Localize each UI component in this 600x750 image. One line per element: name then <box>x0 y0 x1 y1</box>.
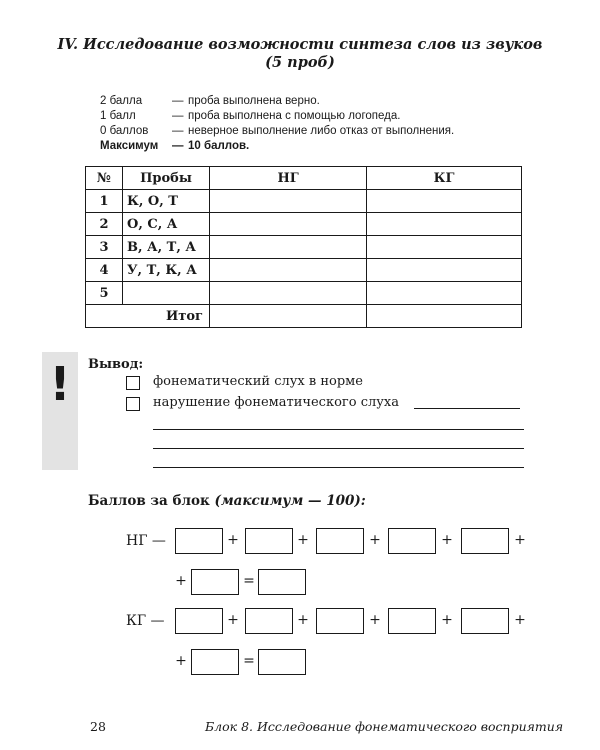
header-kg: КГ <box>367 167 522 190</box>
table-row <box>86 213 522 236</box>
plus-sign: + <box>227 612 239 628</box>
row-ng-cell[interactable] <box>210 282 367 305</box>
row-number: 5 <box>86 282 123 305</box>
scoring-description: неверное выполнение либо отказ от выполнения. <box>188 125 455 137</box>
row-probe: О, С, А <box>123 213 210 236</box>
ng-score-box[interactable] <box>461 528 509 554</box>
header-probes: Пробы <box>123 167 210 190</box>
row-ng-cell[interactable] <box>210 190 367 213</box>
total-kg-cell[interactable] <box>367 305 522 328</box>
row-kg-cell[interactable] <box>367 282 522 305</box>
ng-score-box[interactable] <box>175 528 223 554</box>
plus-sign: + <box>441 612 453 628</box>
row-probe: У, Т, К, А <box>123 259 210 282</box>
row-kg-cell[interactable] <box>367 259 522 282</box>
scoring-row <box>100 124 520 139</box>
table-header-row <box>86 167 522 190</box>
probes-table <box>85 166 522 328</box>
answer-line[interactable] <box>153 467 524 468</box>
plus-sign: + <box>227 532 239 548</box>
answer-line[interactable] <box>153 448 524 449</box>
header-ng: НГ <box>210 167 367 190</box>
plus-sign: + <box>514 532 526 548</box>
section-subtitle: (5 проб) <box>265 54 335 71</box>
conclusion-label: Вывод: <box>88 357 144 372</box>
footer-running-title: Блок 8. Исследование фонематического восприятия <box>205 719 564 734</box>
answer-line[interactable] <box>153 429 524 430</box>
scoring-row <box>100 109 520 124</box>
exclamation-icon: ! <box>49 357 71 411</box>
scoring-description: проба выполнена верно. <box>188 95 320 107</box>
table-row <box>86 259 522 282</box>
row-number: 4 <box>86 259 123 282</box>
ng-score-box[interactable] <box>245 528 293 554</box>
table-row <box>86 282 522 305</box>
ng-label: НГ — <box>126 533 166 549</box>
row-ng-cell[interactable] <box>210 259 367 282</box>
row-kg-cell[interactable] <box>367 236 522 259</box>
block-score-heading <box>88 493 366 509</box>
row-ng-cell[interactable] <box>210 213 367 236</box>
plus-sign: + <box>514 612 526 628</box>
plus-sign: + <box>175 653 187 669</box>
plus-sign: + <box>369 532 381 548</box>
option-normal-hearing: фонематический слух в норме <box>153 374 363 389</box>
kg-score-box[interactable] <box>191 649 239 675</box>
scoring-row <box>100 94 520 109</box>
total-ng-cell[interactable] <box>210 305 367 328</box>
plus-sign: + <box>369 612 381 628</box>
option-impaired-hearing: нарушение фонематического слуха <box>153 395 399 410</box>
plus-sign: + <box>175 573 187 589</box>
maximum-value: 10 баллов. <box>188 140 250 152</box>
equals-sign: = <box>243 573 255 589</box>
plus-sign: + <box>297 532 309 548</box>
kg-score-box[interactable] <box>175 608 223 634</box>
checkbox-impaired-hearing[interactable] <box>126 397 140 411</box>
checkbox-normal-hearing[interactable] <box>126 376 140 390</box>
row-probe: В, А, Т, А <box>123 236 210 259</box>
scoring-points: 0 баллов <box>100 125 149 137</box>
row-kg-cell[interactable] <box>367 190 522 213</box>
kg-label: КГ — <box>126 613 165 629</box>
table-total-row <box>86 305 522 328</box>
row-probe: К, О, Т <box>123 190 210 213</box>
scoring-description: проба выполнена с помощью логопеда. <box>188 110 401 122</box>
equals-sign: = <box>243 653 255 669</box>
scoring-dash: — <box>172 95 184 107</box>
ng-score-box[interactable] <box>316 528 364 554</box>
warning-marker <box>42 352 78 470</box>
answer-line[interactable] <box>414 408 520 409</box>
block-score-maximum: (максимум — 100): <box>214 493 366 509</box>
kg-score-box[interactable] <box>461 608 509 634</box>
plus-sign: + <box>297 612 309 628</box>
kg-score-box[interactable] <box>388 608 436 634</box>
maximum-row <box>100 139 520 154</box>
row-probe[interactable] <box>123 282 210 305</box>
header-num: № <box>86 167 123 190</box>
ng-score-box[interactable] <box>388 528 436 554</box>
scoring-points: 1 балл <box>100 110 136 122</box>
row-number: 3 <box>86 236 123 259</box>
page-number: 28 <box>90 719 106 734</box>
row-number: 2 <box>86 213 123 236</box>
ng-total-box[interactable] <box>258 569 306 595</box>
scoring-dash: — <box>172 125 184 137</box>
total-label: Итог <box>86 305 210 328</box>
kg-score-box[interactable] <box>316 608 364 634</box>
table-row <box>86 190 522 213</box>
row-ng-cell[interactable] <box>210 236 367 259</box>
plus-sign: + <box>441 532 453 548</box>
scoring-points: 2 балла <box>100 95 143 107</box>
block-score-label: Баллов за блок <box>88 493 215 509</box>
ng-score-box[interactable] <box>191 569 239 595</box>
scoring-dash: — <box>172 110 184 122</box>
maximum-dash: — <box>172 140 184 152</box>
kg-total-box[interactable] <box>258 649 306 675</box>
row-kg-cell[interactable] <box>367 213 522 236</box>
kg-score-box[interactable] <box>245 608 293 634</box>
maximum-label: Максимум <box>100 140 159 152</box>
table-row <box>86 236 522 259</box>
row-number: 1 <box>86 190 123 213</box>
section-title: IV. Исследование возможности синтеза слов из звуков <box>57 36 543 53</box>
